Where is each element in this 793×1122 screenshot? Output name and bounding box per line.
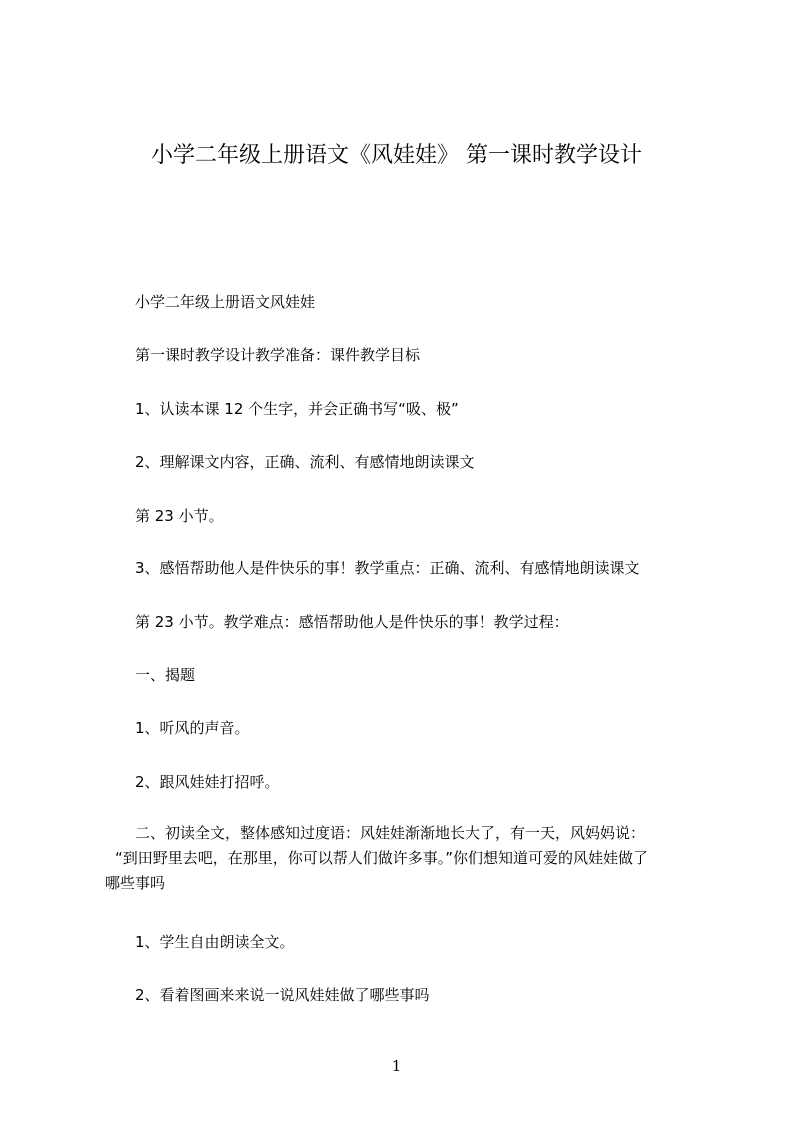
paragraph: 1、听风的声音。: [135, 719, 250, 737]
paragraph-line: 哪些事吗: [105, 874, 166, 892]
paragraph: 2、看着图画来来说一说风娃娃做了哪些事吗: [135, 986, 430, 1004]
section-heading: 一、揭题: [135, 666, 196, 684]
paragraph: 小学二年级上册语文风娃娃: [135, 293, 316, 311]
section-two-paragraph: [105, 821, 705, 896]
paragraph: 1、学生自由朗读全文。: [135, 933, 295, 951]
paragraph-line: 二、初读全文，整体感知过度语：风娃娃渐渐地长大了，有一天，风妈妈说：: [120, 824, 646, 842]
page-number: 1: [391, 1057, 402, 1075]
paragraph-line: “到田野里去吧，在那里，你可以帮人们做许多事。”你们想知道可爱的风娃娃做了: [115, 849, 649, 867]
paragraph: 1、认读本课 12 个生字，并会正确书写“吸、极”: [135, 400, 459, 418]
paragraph: 2、理解课文内容，正确、流利、有感情地朗读课文: [135, 453, 475, 471]
paragraph: 第一课时教学设计教学准备：课件教学目标: [135, 346, 421, 364]
document-title: 小学二年级上册语文《风娃娃》 第一课时教学设计: [151, 143, 642, 168]
paragraph: 2、跟风娃娃打招呼。: [135, 773, 280, 791]
paragraph: 3、感悟帮助他人是件快乐的事！教学重点：正确、流利、有感情地朗读课文: [135, 559, 640, 577]
paragraph: 第 23 小节。教学难点：感悟帮助他人是件快乐的事！教学过程：: [135, 613, 569, 631]
paragraph: 第 23 小节。: [135, 507, 224, 525]
